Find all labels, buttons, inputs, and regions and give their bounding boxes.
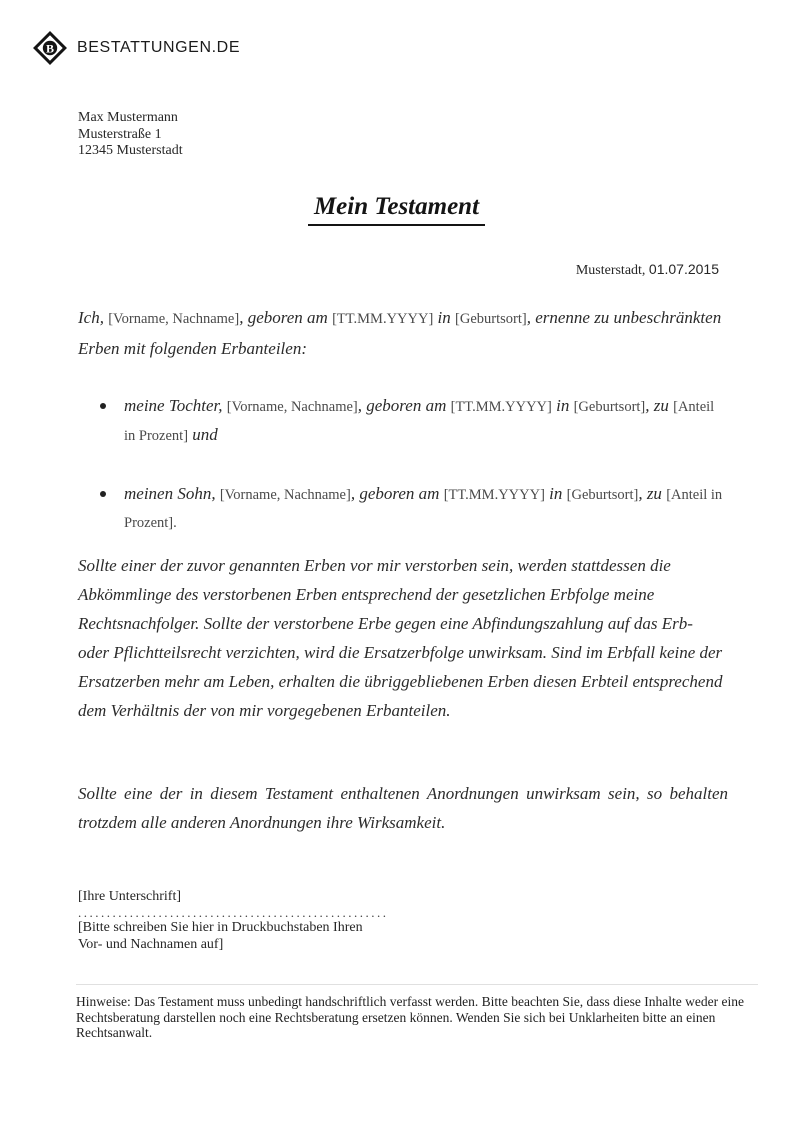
legal-footnote: Hinweise: Das Testament muss unbedingt handschriftlich verfasst werden. Bitte beachten Sie, dass diese Inhalte weder eine Rechtsberatung darstellen noch eine Rechtsberatung ersetzen können. Wenden Sie sich bei Unklarheiten bitte an einen Rechtsanwalt. xyxy=(76,984,758,1041)
placeholder-text: [Geburtsort] xyxy=(566,487,639,503)
handwritten-text: , ernenne zu unbeschränkten Erben mit folgenden Erbanteilen: xyxy=(78,308,722,358)
title-wrapper xyxy=(0,193,793,226)
intro-paragraph xyxy=(78,303,723,364)
date-place: Musterstadt, xyxy=(575,263,646,278)
bullet-icon xyxy=(100,403,106,409)
handwritten-text: , geboren am xyxy=(350,484,444,503)
list-item-daughter xyxy=(100,392,725,450)
handwritten-text: , geboren am xyxy=(239,308,333,327)
placeholder-text: [TT.MM.YYYY] xyxy=(450,399,552,415)
placeholder-text: [Anteil in Prozent] xyxy=(124,399,715,444)
bullet-icon xyxy=(100,491,106,497)
placeholder-text: [Vorname, Nachname] xyxy=(219,487,351,503)
svg-text:B: B xyxy=(45,41,55,56)
substitute-heirs-paragraph: Sollte einer der zuvor genannten Erben vor mir verstorben sein, werden stattdessen die Abkömmlinge des verstorbenen Erben entsprechend der gesetzlichen Erbfolge meine Rechtsnachfolger. Sollte der verstorbene Erbe gegen eine Abfindungszahlung auf das Erb- oder Pflichtteilsrecht verzichten, wird die Ersatzerbfolge unwirksam. Sind im Erbfall keine der Ersatzerben mehr am Leben, erhalten die übriggebliebenen Erben diesen Erbteil entsprechend dem Verhältnis der von mir vorgegebenen Erbanteilen. xyxy=(78,556,723,720)
daughter-entry xyxy=(124,398,714,444)
handwritten-text: und xyxy=(188,425,218,444)
signature-label: [Ihre Unterschrift] xyxy=(78,889,182,904)
placeholder-text: [Geburtsort] xyxy=(573,399,646,415)
placeholder-text: [Vorname, Nachname] xyxy=(226,399,358,415)
handwritten-text: meinen Sohn, xyxy=(124,484,220,503)
handwritten-text: in xyxy=(544,484,567,503)
placeholder-text: [TT.MM.YYYY] xyxy=(332,311,434,327)
handwritten-text: Ich, xyxy=(78,308,109,327)
sender-city: 12345 Musterstadt xyxy=(78,143,183,158)
document-title: Mein Testament xyxy=(308,193,485,226)
sender-address-block xyxy=(78,110,183,160)
heirs-list xyxy=(100,392,725,537)
handwritten-text: meine Tochter, xyxy=(124,396,227,415)
handwritten-text: , geboren am xyxy=(357,396,451,415)
placeholder-text: [Geburtsort] xyxy=(455,311,527,327)
diamond-b-icon xyxy=(32,30,68,66)
placeholder-text: [Anteil in Prozent]. xyxy=(124,487,723,531)
signature-instruction: [Bitte schreiben Sie hier in Druckbuchstaben Ihren Vor- und Nachnamen auf] xyxy=(78,920,363,952)
handwritten-text: in xyxy=(551,396,574,415)
placeholder-text: [TT.MM.YYYY] xyxy=(443,487,545,503)
sender-name: Max Mustermann xyxy=(78,110,178,125)
sender-street: Musterstraße 1 xyxy=(78,126,162,142)
signature-block xyxy=(78,888,389,953)
severability-paragraph: Sollte eine der in diesem Testament enthaltenen Anordnungen unwirksam sein, so behalten trotzdem alle anderen Anordnungen ihre Wirksamkeit. xyxy=(78,784,728,832)
placeholder-text: [Vorname, Nachname] xyxy=(108,311,240,327)
handwritten-text: in xyxy=(433,308,456,327)
brand-logo-text: BESTATTUNGEN.DE xyxy=(77,39,241,56)
date-value: 01.07.2015 xyxy=(648,261,719,277)
list-item-son xyxy=(100,480,725,537)
brand-logo xyxy=(32,30,240,66)
signature-dotted-line: ...................................................... xyxy=(78,905,389,920)
place-date-line xyxy=(576,261,719,279)
handwritten-text: , zu xyxy=(645,396,674,415)
handwritten-text: , zu xyxy=(638,484,667,503)
son-entry xyxy=(124,486,722,531)
